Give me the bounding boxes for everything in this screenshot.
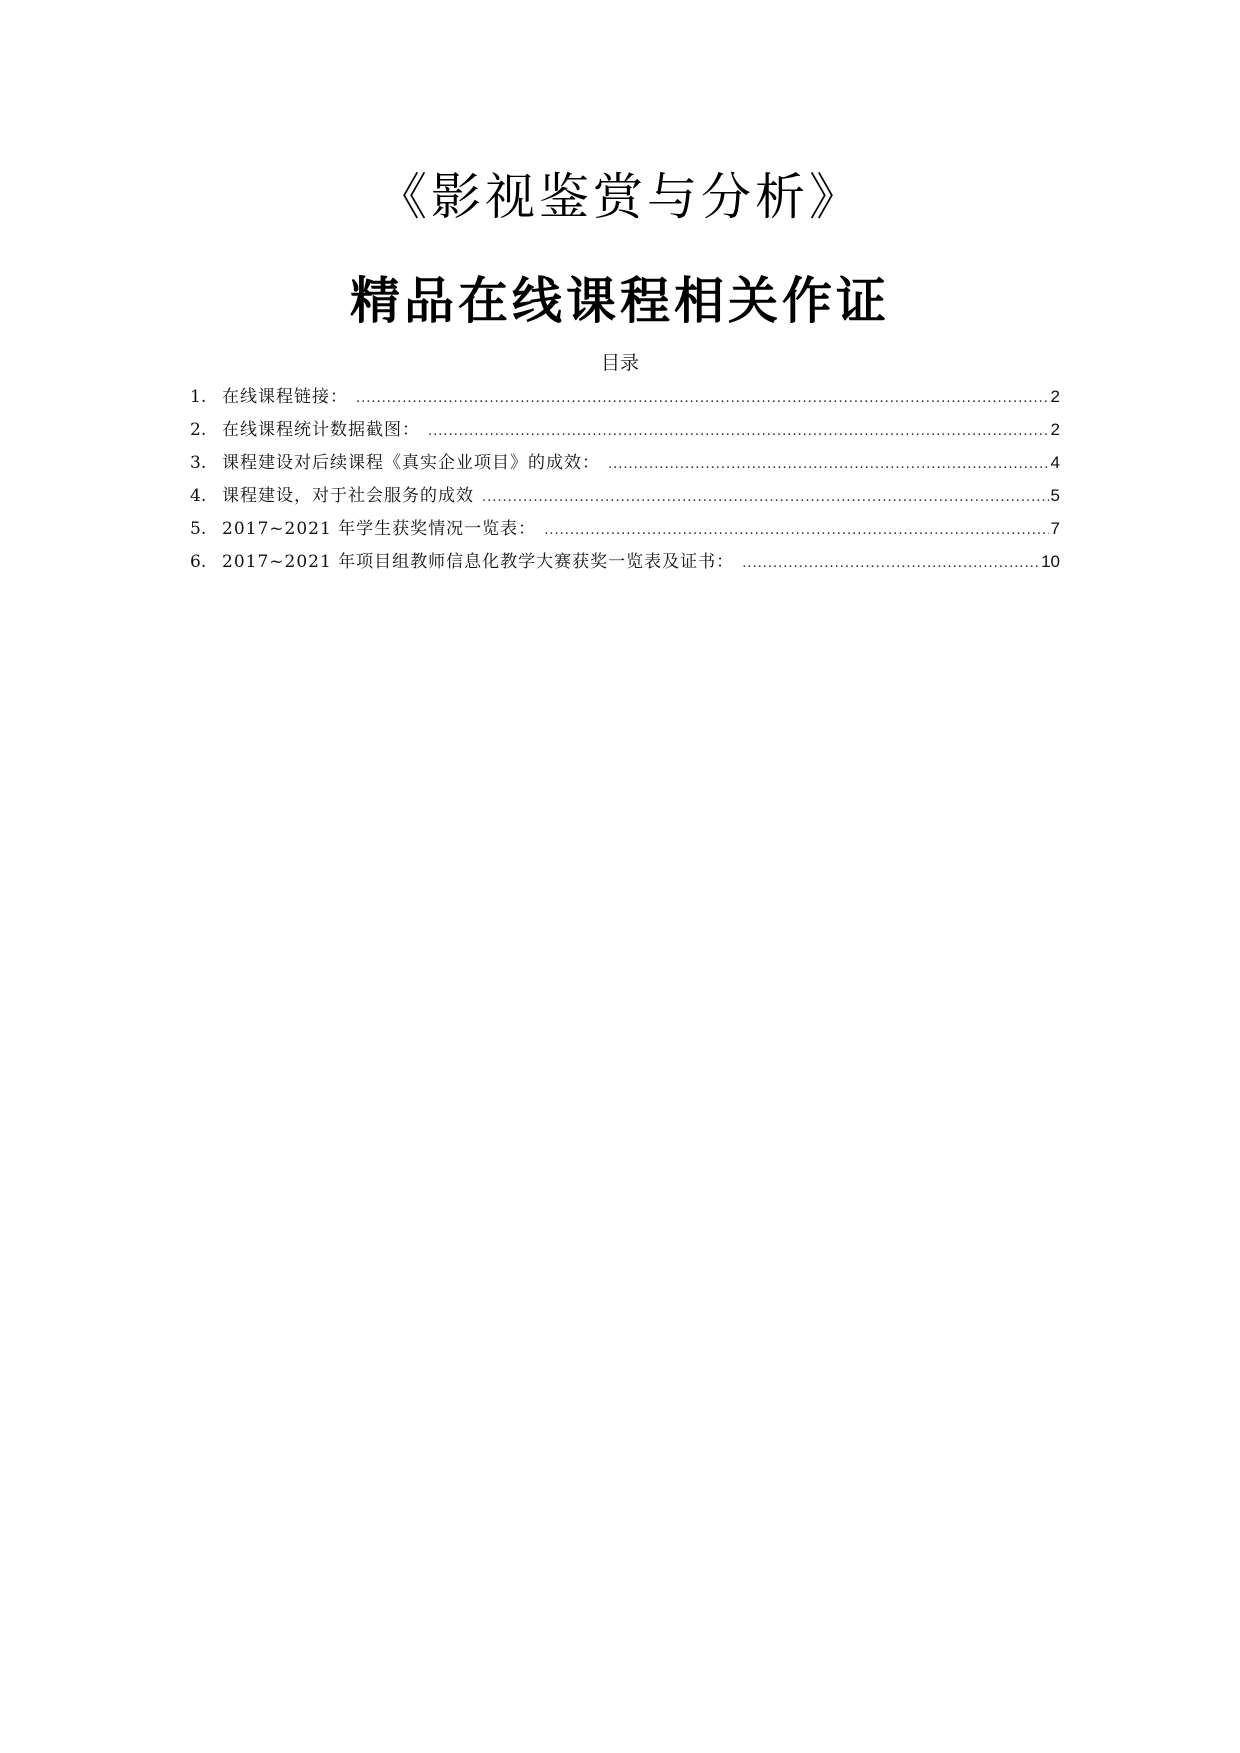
toc-entry-number: 1. (190, 387, 207, 407)
toc-entry-title: 课程建设对后续课程《真实企业项目》的成效： (222, 453, 600, 473)
toc-heading: 目录 (600, 352, 639, 374)
toc-entry-title: 在线课程统计数据截图： (222, 420, 420, 440)
toc-entry-number: 2. (190, 420, 207, 440)
toc-entry-page: 4 (1050, 453, 1060, 472)
toc-entry-page: 2 (1050, 387, 1060, 406)
toc-entry-number: 4. (190, 486, 207, 506)
toc-entry-title: 2017~2021 年项目组教师信息化教学大赛获奖一览表及证书： (222, 552, 735, 572)
toc-entry-title: 课程建设，对于社会服务的成效 (222, 486, 474, 506)
toc-entry-number: 3. (190, 453, 207, 473)
table-of-contents (190, 380, 1060, 578)
toc-dot-leader (428, 415, 1049, 448)
toc-entry-page: 10 (1041, 552, 1060, 571)
toc-entry-page: 5 (1050, 486, 1060, 505)
toc-dot-leader (356, 382, 1049, 415)
document-title-line-1: 《影视鉴赏与分析》 (377, 168, 863, 226)
toc-entry-title: 2017~2021 年学生获奖情况一览表： (222, 519, 537, 539)
toc-entry-number: 6. (190, 552, 207, 572)
toc-entry-title: 在线课程链接： (222, 387, 348, 407)
toc-entry-6[interactable] (190, 545, 1060, 578)
document-title-line-2: 精品在线课程相关作证 (350, 271, 890, 330)
toc-entry-3[interactable] (190, 446, 1060, 479)
toc-entry-5[interactable] (190, 512, 1060, 545)
toc-entry-4[interactable] (190, 479, 1060, 512)
toc-dot-leader (482, 481, 1049, 514)
toc-dot-leader (742, 547, 1039, 580)
toc-entry-number: 5. (190, 519, 207, 539)
toc-entry-1[interactable] (190, 380, 1060, 413)
toc-entry-page: 7 (1050, 519, 1060, 538)
toc-dot-leader (608, 448, 1049, 481)
toc-entry-page: 2 (1050, 420, 1060, 439)
toc-entry-2[interactable] (190, 413, 1060, 446)
toc-dot-leader (544, 514, 1048, 547)
